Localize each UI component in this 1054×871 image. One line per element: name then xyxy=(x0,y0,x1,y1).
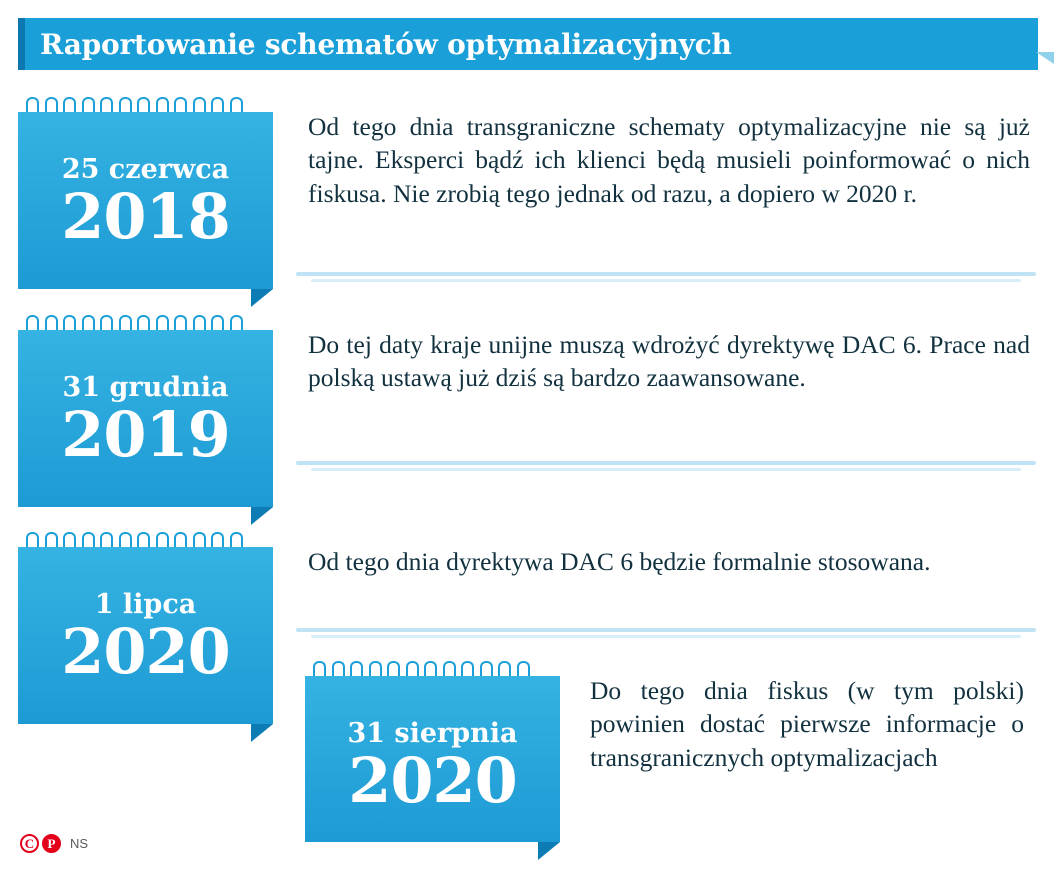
calendar-ring-icon xyxy=(193,97,206,112)
timeline-entry xyxy=(305,660,1024,842)
calendar-ring-icon xyxy=(174,315,187,330)
timeline-entry xyxy=(18,96,1030,289)
calendar-ring-icon xyxy=(230,315,243,330)
calendar-rings xyxy=(305,660,560,676)
calendar-ring-icon xyxy=(26,315,39,330)
entry-text-block xyxy=(273,314,1030,507)
calendar-rings xyxy=(18,531,273,547)
calendar-ring-icon xyxy=(119,532,132,547)
calendar-ring-icon xyxy=(517,661,530,676)
calendar-day-label: 31 grudnia xyxy=(62,372,229,403)
calendar-ring-icon xyxy=(137,97,150,112)
calendar-ring-icon xyxy=(193,315,206,330)
divider-line xyxy=(311,635,1021,638)
calendar-ring-icon xyxy=(137,315,150,330)
entry-text-block xyxy=(560,660,1024,842)
calendar-ring-icon xyxy=(156,97,169,112)
entry-description: Od tego dnia transgraniczne schematy optymalizacyjne nie są już tajne. Eksperci bądź ich klienci będą musieli poinformować o nich fiskusa. Nie zrobią tego jednak od razu, a dopiero w 2020 r. xyxy=(308,112,1030,208)
calendar-ring-icon xyxy=(406,661,419,676)
divider-line xyxy=(296,628,1036,632)
calendar-ring-icon xyxy=(387,661,400,676)
section-divider xyxy=(296,628,1036,642)
calendar-body xyxy=(305,676,560,842)
divider-line xyxy=(296,461,1036,465)
calendar-ring-icon xyxy=(156,532,169,547)
title-bar xyxy=(18,18,1038,70)
calendar-day-label: 31 sierpnia xyxy=(347,718,518,749)
title-corner-fold xyxy=(1036,52,1054,64)
calendar-year-label: 2019 xyxy=(61,398,230,472)
calendar-ring-icon xyxy=(350,661,363,676)
divider-line xyxy=(296,272,1036,276)
title-accent-bar xyxy=(18,18,25,70)
calendar-body xyxy=(18,547,273,724)
calendar-card xyxy=(305,660,560,842)
calendar-ring-icon xyxy=(45,97,58,112)
copyright-c-icon: C xyxy=(20,834,39,853)
calendar-ring-icon xyxy=(174,532,187,547)
calendar-ring-icon xyxy=(332,661,345,676)
calendar-body xyxy=(18,330,273,507)
calendar-ring-icon xyxy=(211,532,224,547)
calendar-ring-icon xyxy=(63,97,76,112)
section-divider xyxy=(296,272,1036,286)
calendar-ring-icon xyxy=(82,532,95,547)
calendar-ring-icon xyxy=(480,661,493,676)
calendar-year-label: 2020 xyxy=(61,615,230,689)
calendar-ring-icon xyxy=(461,661,474,676)
calendar-corner-fold xyxy=(251,289,273,307)
calendar-ring-icon xyxy=(26,97,39,112)
calendar-year-label: 2018 xyxy=(61,180,230,254)
entry-description: Do tego dnia fiskus (w tym polski) powinien dostać pierwsze informacje o transgranicznych optymalizacjach xyxy=(590,676,1024,772)
entry-text-block xyxy=(273,96,1030,289)
calendar-ring-icon xyxy=(63,532,76,547)
calendar-ring-icon xyxy=(100,532,113,547)
calendar-ring-icon xyxy=(174,97,187,112)
calendar-ring-icon xyxy=(119,97,132,112)
calendar-ring-icon xyxy=(313,661,326,676)
section-divider xyxy=(296,461,1036,475)
calendar-body xyxy=(18,112,273,289)
calendar-ring-icon xyxy=(230,97,243,112)
calendar-ring-icon xyxy=(45,532,58,547)
calendar-card xyxy=(18,314,273,507)
calendar-corner-fold xyxy=(251,724,273,742)
copyright-p-icon: P xyxy=(42,834,61,853)
calendar-day-label: 1 lipca xyxy=(94,589,197,620)
calendar-card xyxy=(18,96,273,289)
calendar-rings xyxy=(18,96,273,112)
footer xyxy=(20,834,88,853)
calendar-ring-icon xyxy=(369,661,382,676)
divider-line xyxy=(311,279,1021,282)
timeline-entry xyxy=(18,314,1030,507)
calendar-ring-icon xyxy=(443,661,456,676)
calendar-ring-icon xyxy=(100,97,113,112)
copyright-badge xyxy=(20,834,64,853)
calendar-corner-fold xyxy=(251,507,273,525)
calendar-ring-icon xyxy=(82,315,95,330)
calendar-year-label: 2020 xyxy=(348,744,517,818)
calendar-card xyxy=(18,531,273,724)
footer-credit: NS xyxy=(70,836,89,851)
page-title: Raportowanie schematów optymalizacyjnych xyxy=(40,27,732,61)
calendar-ring-icon xyxy=(230,532,243,547)
calendar-ring-icon xyxy=(424,661,437,676)
calendar-ring-icon xyxy=(211,315,224,330)
entry-description: Do tej daty kraje unijne muszą wdrożyć dyrektywę DAC 6. Prace nad polską ustawą już dziś są bardzo zaawansowane. xyxy=(308,330,1030,393)
calendar-corner-fold xyxy=(538,842,560,860)
calendar-ring-icon xyxy=(63,315,76,330)
calendar-ring-icon xyxy=(45,315,58,330)
calendar-rings xyxy=(18,314,273,330)
calendar-ring-icon xyxy=(211,97,224,112)
calendar-ring-icon xyxy=(193,532,206,547)
entry-description: Od tego dnia dyrektywa DAC 6 będzie formalnie stosowana. xyxy=(308,547,931,576)
calendar-ring-icon xyxy=(26,532,39,547)
divider-line xyxy=(311,468,1021,471)
calendar-ring-icon xyxy=(100,315,113,330)
calendar-ring-icon xyxy=(119,315,132,330)
calendar-ring-icon xyxy=(82,97,95,112)
calendar-ring-icon xyxy=(156,315,169,330)
calendar-ring-icon xyxy=(137,532,150,547)
calendar-ring-icon xyxy=(498,661,511,676)
calendar-day-label: 25 czerwca xyxy=(61,154,230,185)
